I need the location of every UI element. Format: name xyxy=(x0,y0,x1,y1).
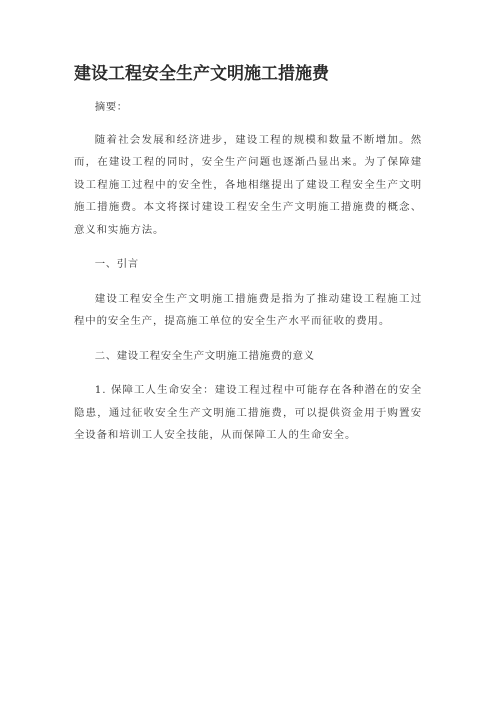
significance-item-1: 1. 保障工人生命安全：建设工程过程中可能存在各种潜在的安全隐患，通过征收安全生产文明施工措施费，可以提供资金用于购置安全设备和培训工人安全技能，从而保障工人的生命安全。 xyxy=(74,384,422,441)
spacer xyxy=(74,119,422,129)
spacer xyxy=(74,241,422,253)
spacer xyxy=(74,367,422,379)
abstract-label: 摘要： xyxy=(94,101,128,113)
spacer xyxy=(74,333,422,345)
abstract-paragraph: 随着社会发展和经济进步，建设工程的规模和数量不断增加。然而，在建设工程的同时，安全生产问题也逐渐凸显出来。为了保障建设工程施工过程中的安全性，各地相继提出了建设工程安全生产文明施工措施费。本文将探讨建设工程安全生产文明施工措施费的概念、意义和实施方法。 xyxy=(74,133,422,236)
introduction-paragraph: 建设工程安全生产文明施工措施费是指为了推动建设工程施工过程中的安全生产，提高施工单位的安全生产水平而征收的费用。 xyxy=(74,292,422,327)
spacer xyxy=(74,276,422,288)
section-heading-significance: 二、建设工程安全生产文明施工措施费的意义 xyxy=(94,349,315,362)
section-heading-introduction: 一、引言 xyxy=(94,258,139,270)
document-title: 建设工程安全生产文明施工措施费 xyxy=(74,64,329,84)
